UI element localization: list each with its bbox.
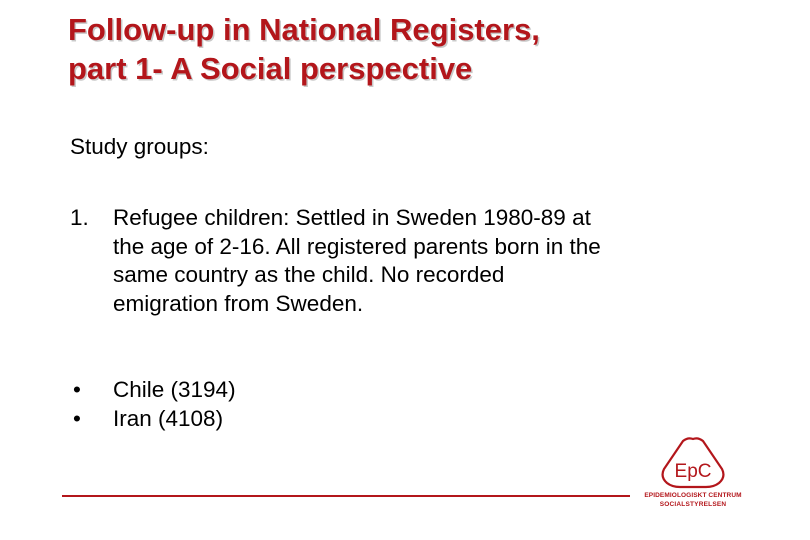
numbered-list-item xyxy=(70,204,770,318)
bullet-marker: • xyxy=(73,405,81,431)
logo-parent-org: SOCIALSTYRELSEN xyxy=(659,501,727,508)
list-item-line-1: Refugee children: Settled in Sweden 1980-89 at xyxy=(113,205,591,230)
bullet-text: Iran (4108) xyxy=(113,405,224,431)
study-groups-heading: Study groups: xyxy=(70,134,209,159)
list-item-line-3: same country as the child. No recorded xyxy=(113,262,505,287)
list-item-line-2: the age of 2-16. All registered parents born in the xyxy=(113,233,601,259)
slide-title xyxy=(68,10,768,88)
footer-divider xyxy=(62,495,630,497)
epc-logo-mark-icon xyxy=(628,436,758,492)
list-item-line-4: emigration from Sweden. xyxy=(113,290,364,316)
list-number: 1. xyxy=(70,205,89,230)
title-line-1: Follow-up in National Registers, xyxy=(68,12,540,47)
list-item-text xyxy=(113,204,770,318)
bullet-text: Chile (3194) xyxy=(113,377,236,402)
title-line-2: part 1- A Social perspective xyxy=(68,51,473,86)
logo-mark-text: EpC xyxy=(674,461,712,482)
bullet-marker: • xyxy=(73,377,81,402)
logo-org-name: EPIDEMIOLOGISKT CENTRUM xyxy=(644,492,742,499)
epc-logo xyxy=(628,436,758,516)
